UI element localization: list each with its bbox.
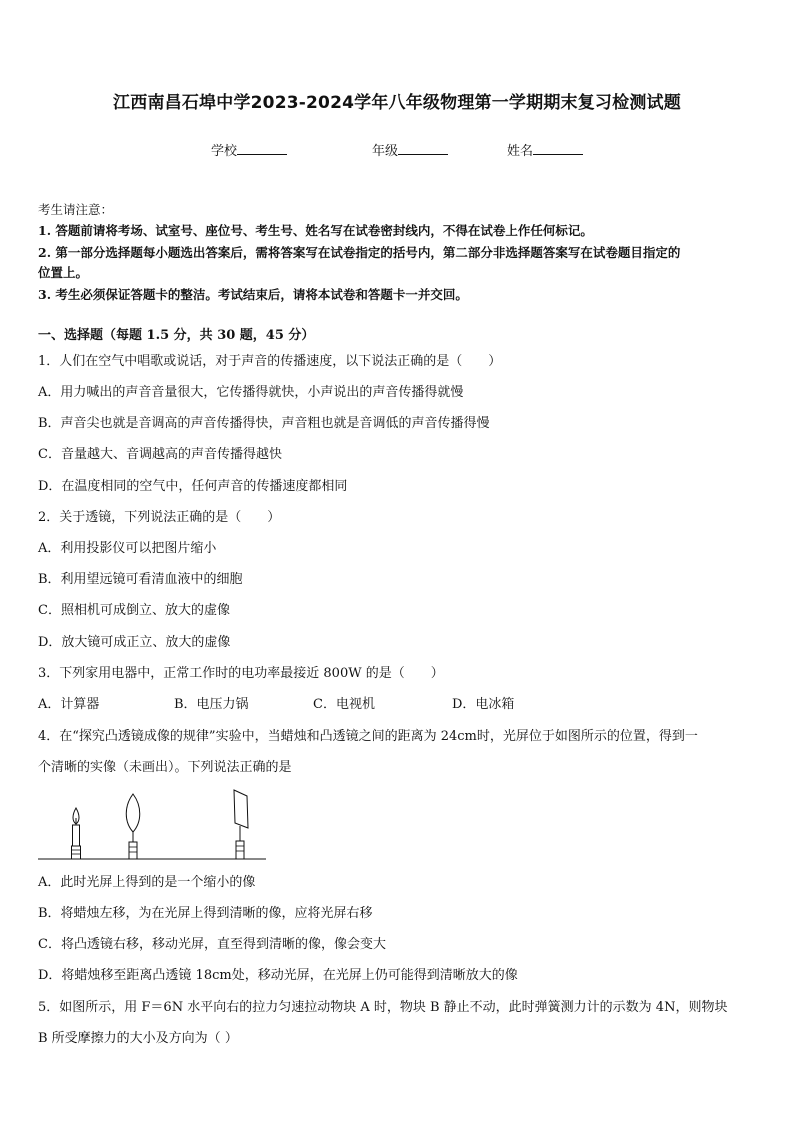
name-blank (533, 142, 583, 155)
school-blank (237, 142, 287, 155)
option-a: A．用力喊出的声音音量很大，它传播得就快，小声说出的声音传播得就慢 (38, 385, 464, 400)
question-stem-cont: B 所受摩擦力的大小及方向为（ ） (38, 1031, 238, 1046)
grade-field (372, 140, 448, 159)
option-b: B．利用望远镜可看清血液中的细胞 (38, 572, 243, 587)
notice-item: 3. 考生必须保证答题卡的整洁。考试结束后，请将本试卷和答题卡一并交回。 (38, 287, 468, 302)
option-c: C．照相机可成倒立、放大的虚像 (38, 603, 230, 618)
option-c: C．将凸透镜右移，移动光屏，直至得到清晰的像，像会变大 (38, 937, 386, 952)
option-b: B．声音尖也就是音调高的声音传播得快，声音粗也就是音调低的声音传播得慢 (38, 416, 490, 431)
question-stem: 2．关于透镜，下列说法正确的是（ ） (38, 510, 281, 525)
question-stem: 1．人们在空气中唱歌或说话，对于声音的传播速度，以下说法正确的是（ ） (38, 354, 502, 369)
candle-icon (72, 808, 81, 859)
grade-label: 年级 (372, 144, 399, 159)
option-a: A．此时光屏上得到的是一个缩小的像 (38, 875, 256, 890)
question-stem: 4．在“探究凸透镜成像的规律”实验中，当蜡烛和凸透镜之间的距离为 24cm时，光屏位于如图所示的位置，得到一 (38, 729, 698, 744)
option-c: C．音量越大、音调越高的声音传播得越快 (38, 447, 282, 462)
grade-blank (398, 142, 448, 155)
notice-item: 位置上。 (38, 265, 89, 280)
name-label: 姓名 (507, 144, 534, 159)
exam-title: 江西南昌石埠中学2023-2024学年八年级物理第一学期期末复习检测试题 (113, 93, 681, 113)
option-a: A．利用投影仪可以把图片缩小 (38, 541, 217, 556)
notice-item: 1. 答题前请将考场、试室号、座位号、考生号、姓名写在试卷密封线内，不得在试卷上作任何标记。 (38, 223, 593, 238)
question-stem: 5．如图所示，用 F＝6N 水平向右的拉力匀速拉动物块 A 时，物块 B 静止不动，此时弹簧测力计的示数为 4N，则物块 (38, 1000, 728, 1015)
option-b: B．电压力锅 (174, 697, 249, 712)
optical-bench-diagram (38, 788, 270, 863)
option-d: D．放大镜可成正立、放大的虚像 (38, 635, 231, 650)
option-c: C．电视机 (313, 697, 375, 712)
notice-heading: 考生请注意： (38, 202, 114, 217)
name-field (507, 140, 583, 159)
question-stem-cont: 个清晰的实像（未画出）。下列说法正确的是 (38, 760, 292, 775)
option-d: D．在温度相同的空气中，任何声音的传播速度都相同 (38, 479, 348, 494)
question-stem: 3．下列家用电器中，正常工作时的电功率最接近 800W 的是（ ） (38, 666, 444, 681)
option-a: A．计算器 (38, 697, 100, 712)
option-b: B．将蜡烛左移，为在光屏上得到清晰的像，应将光屏右移 (38, 906, 373, 921)
light-screen-icon (234, 790, 248, 859)
convex-lens-icon (126, 794, 140, 859)
option-d: D．电冰箱 (452, 697, 515, 712)
optical-bench-figure (38, 788, 270, 867)
option-d: D．将蜡烛移至距离凸透镜 18cm处，移动光屏，在光屏上仍可能得到清晰放大的像 (38, 968, 518, 983)
school-field (211, 140, 287, 159)
section-heading: 一、选择题（每题 1.5 分，共 30 题，45 分） (38, 328, 315, 343)
notice-item: 2. 第一部分选择题每小题选出答案后，需将答案写在试卷指定的括号内，第二部分非选择题答案写在试卷题目指定的 (38, 245, 681, 260)
school-label: 学校 (211, 144, 238, 159)
